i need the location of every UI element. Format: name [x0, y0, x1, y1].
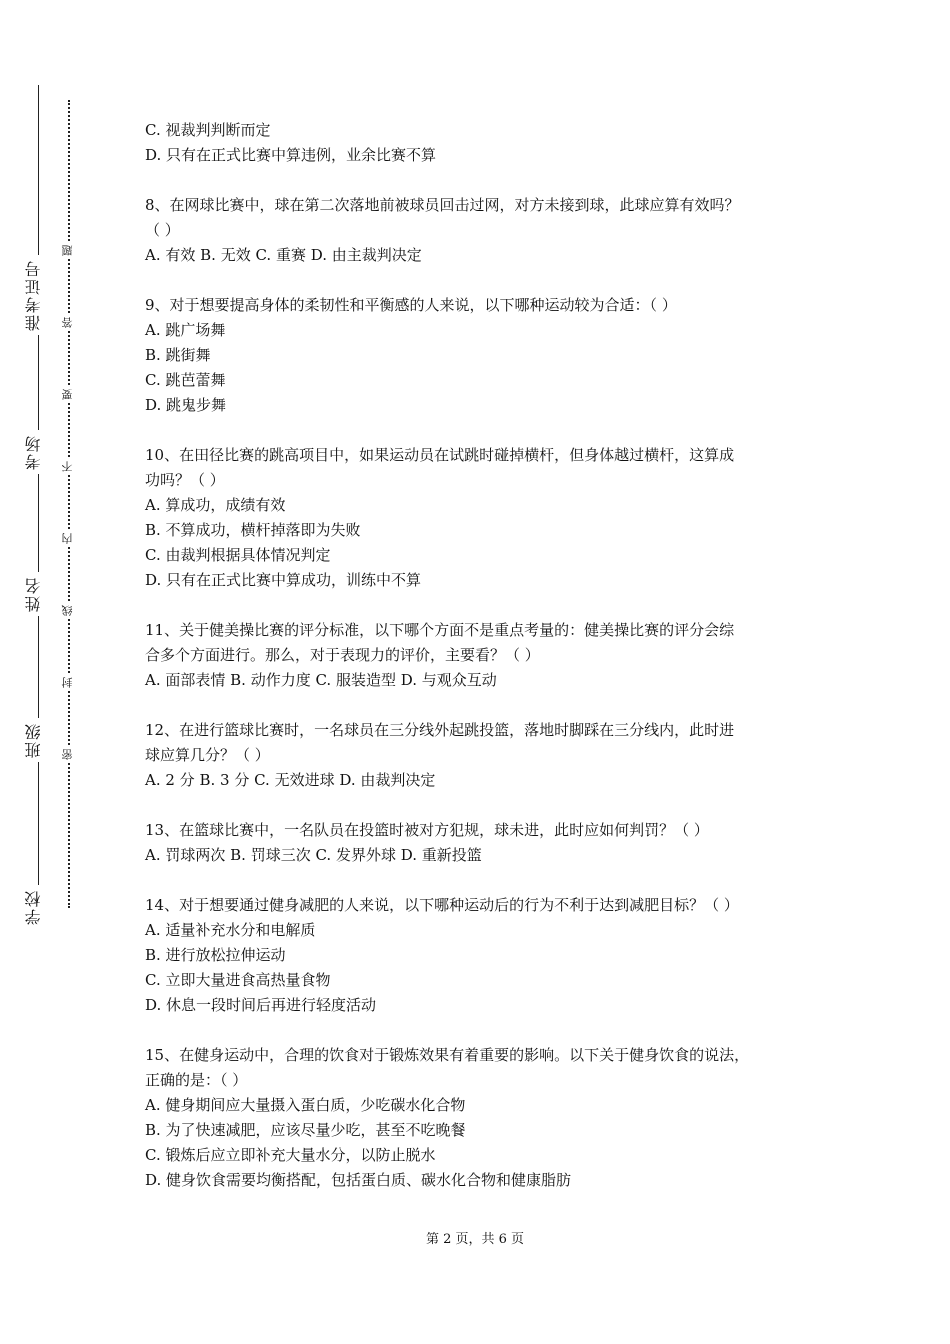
exam-number-label: 准考证号 [22, 255, 45, 335]
solid-binding-line [38, 85, 39, 925]
question-stem: （ ） [145, 221, 180, 239]
question-stem: 15、在健身运动中，合理的饮食对于锻炼效果有着重要的影响。以下关于健身饮食的说法， [145, 1046, 750, 1064]
option-line: C. 立即大量进食高热量食物 [145, 971, 331, 989]
option-line: C. 视裁判判断而定 [145, 121, 271, 139]
option-line: D. 跳鬼步舞 [145, 396, 227, 414]
option-line: D. 健身饮食需要均衡搭配，包括蛋白质、碳水化合物和健康脂肪 [145, 1171, 572, 1189]
option-line: D. 休息一段时间后再进行轻度活动 [145, 996, 377, 1014]
question-stem: 球应算几分？（ ） [145, 746, 270, 764]
option-line: C. 由裁判根据具体情况判定 [145, 546, 331, 564]
option-line: B. 不算成功，横杆掉落即为失败 [145, 521, 361, 539]
question-stem: 11、关于健美操比赛的评分标准，以下哪个方面不是重点考量的：健美操比赛的评分会综 [145, 621, 735, 639]
exam-room-label: 考场 [22, 430, 45, 474]
question-9 [145, 293, 805, 418]
option-line: C. 跳芭蕾舞 [145, 371, 226, 389]
option-line: B. 进行放松拉伸运动 [145, 946, 286, 964]
seal-char: 不 [61, 461, 74, 472]
option-line: A. 算成功，成绩有效 [145, 496, 286, 514]
question-stem: 正确的是：（ ） [145, 1071, 248, 1089]
question-stem: 12、在进行篮球比赛时，一名球员在三分线外起跳投篮，落地时脚踩在三分线内，此时进 [145, 721, 735, 739]
seal-char: 线 [61, 605, 74, 616]
option-line: A. 有效 B. 无效 C. 重赛 D. 由主裁判决定 [145, 246, 422, 264]
seal-char: 封 [61, 677, 74, 688]
option-line: B. 为了快速减肥，应该尽量少吃，甚至不吃晚餐 [145, 1121, 466, 1139]
seal-char: 答 [61, 317, 74, 328]
seal-char: 要 [61, 389, 74, 400]
option-line: C. 锻炼后应立即补充大量水分，以防止脱水 [145, 1146, 436, 1164]
dotted-seal-line [68, 100, 70, 908]
question-stem: 合多个方面进行。那么，对于表现力的评价，主要看？（ ） [145, 646, 540, 664]
option-line: B. 跳街舞 [145, 346, 211, 364]
question-stem: 14、对于想要通过健身减肥的人来说，以下哪种运动后的行为不利于达到减肥目标？（ ） [145, 896, 739, 914]
question-10 [145, 443, 805, 593]
question-11 [145, 618, 805, 693]
seal-char: 密 [61, 749, 74, 760]
question-7-continued [145, 118, 805, 168]
seal-char: 内 [61, 533, 74, 544]
seal-char: 题 [61, 245, 74, 256]
question-stem: 9、对于想要提高身体的柔韧性和平衡感的人来说，以下哪种运动较为合适：（ ） [145, 296, 677, 314]
option-line: A. 面部表情 B. 动作力度 C. 服装造型 D. 与观众互动 [145, 671, 497, 689]
option-line: A. 罚球两次 B. 罚球三次 C. 发界外球 D. 重新投篮 [145, 846, 482, 864]
class-label: 班级 [22, 718, 45, 762]
question-stem: 13、在篮球比赛中，一名队员在投篮时被对方犯规，球未进，此时应如何判罚？（ ） [145, 821, 709, 839]
option-line: A. 健身期间应大量摄入蛋白质，少吃碳水化合物 [145, 1096, 466, 1114]
option-line: A. 跳广场舞 [145, 321, 226, 339]
page-number: 第 2 页，共 6 页 [425, 1232, 525, 1247]
question-13 [145, 818, 805, 868]
question-8 [145, 193, 805, 268]
question-12 [145, 718, 805, 793]
name-label: 姓名 [22, 572, 45, 616]
question-content [145, 118, 805, 1218]
option-line: A. 2 分 B. 3 分 C. 无效进球 D. 由裁判决定 [145, 771, 436, 789]
question-15 [145, 1043, 805, 1193]
question-stem: 功吗？（ ） [145, 471, 225, 489]
question-stem: 8、在网球比赛中，球在第二次落地前被球员回击过网，对方未接到球，此球应算有效吗？ [145, 196, 740, 214]
question-stem: 10、在田径比赛的跳高项目中，如果运动员在试跳时碰掉横杆，但身体越过横杆，这算成 [145, 446, 735, 464]
option-line: A. 适量补充水分和电解质 [145, 921, 316, 939]
option-line: D. 只有在正式比赛中算成功，训练中不算 [145, 571, 422, 589]
school-label: 学校 [22, 885, 45, 929]
option-line: D. 只有在正式比赛中算违例，业余比赛不算 [145, 146, 437, 164]
binding-margin [0, 0, 120, 1344]
question-14 [145, 893, 805, 1018]
